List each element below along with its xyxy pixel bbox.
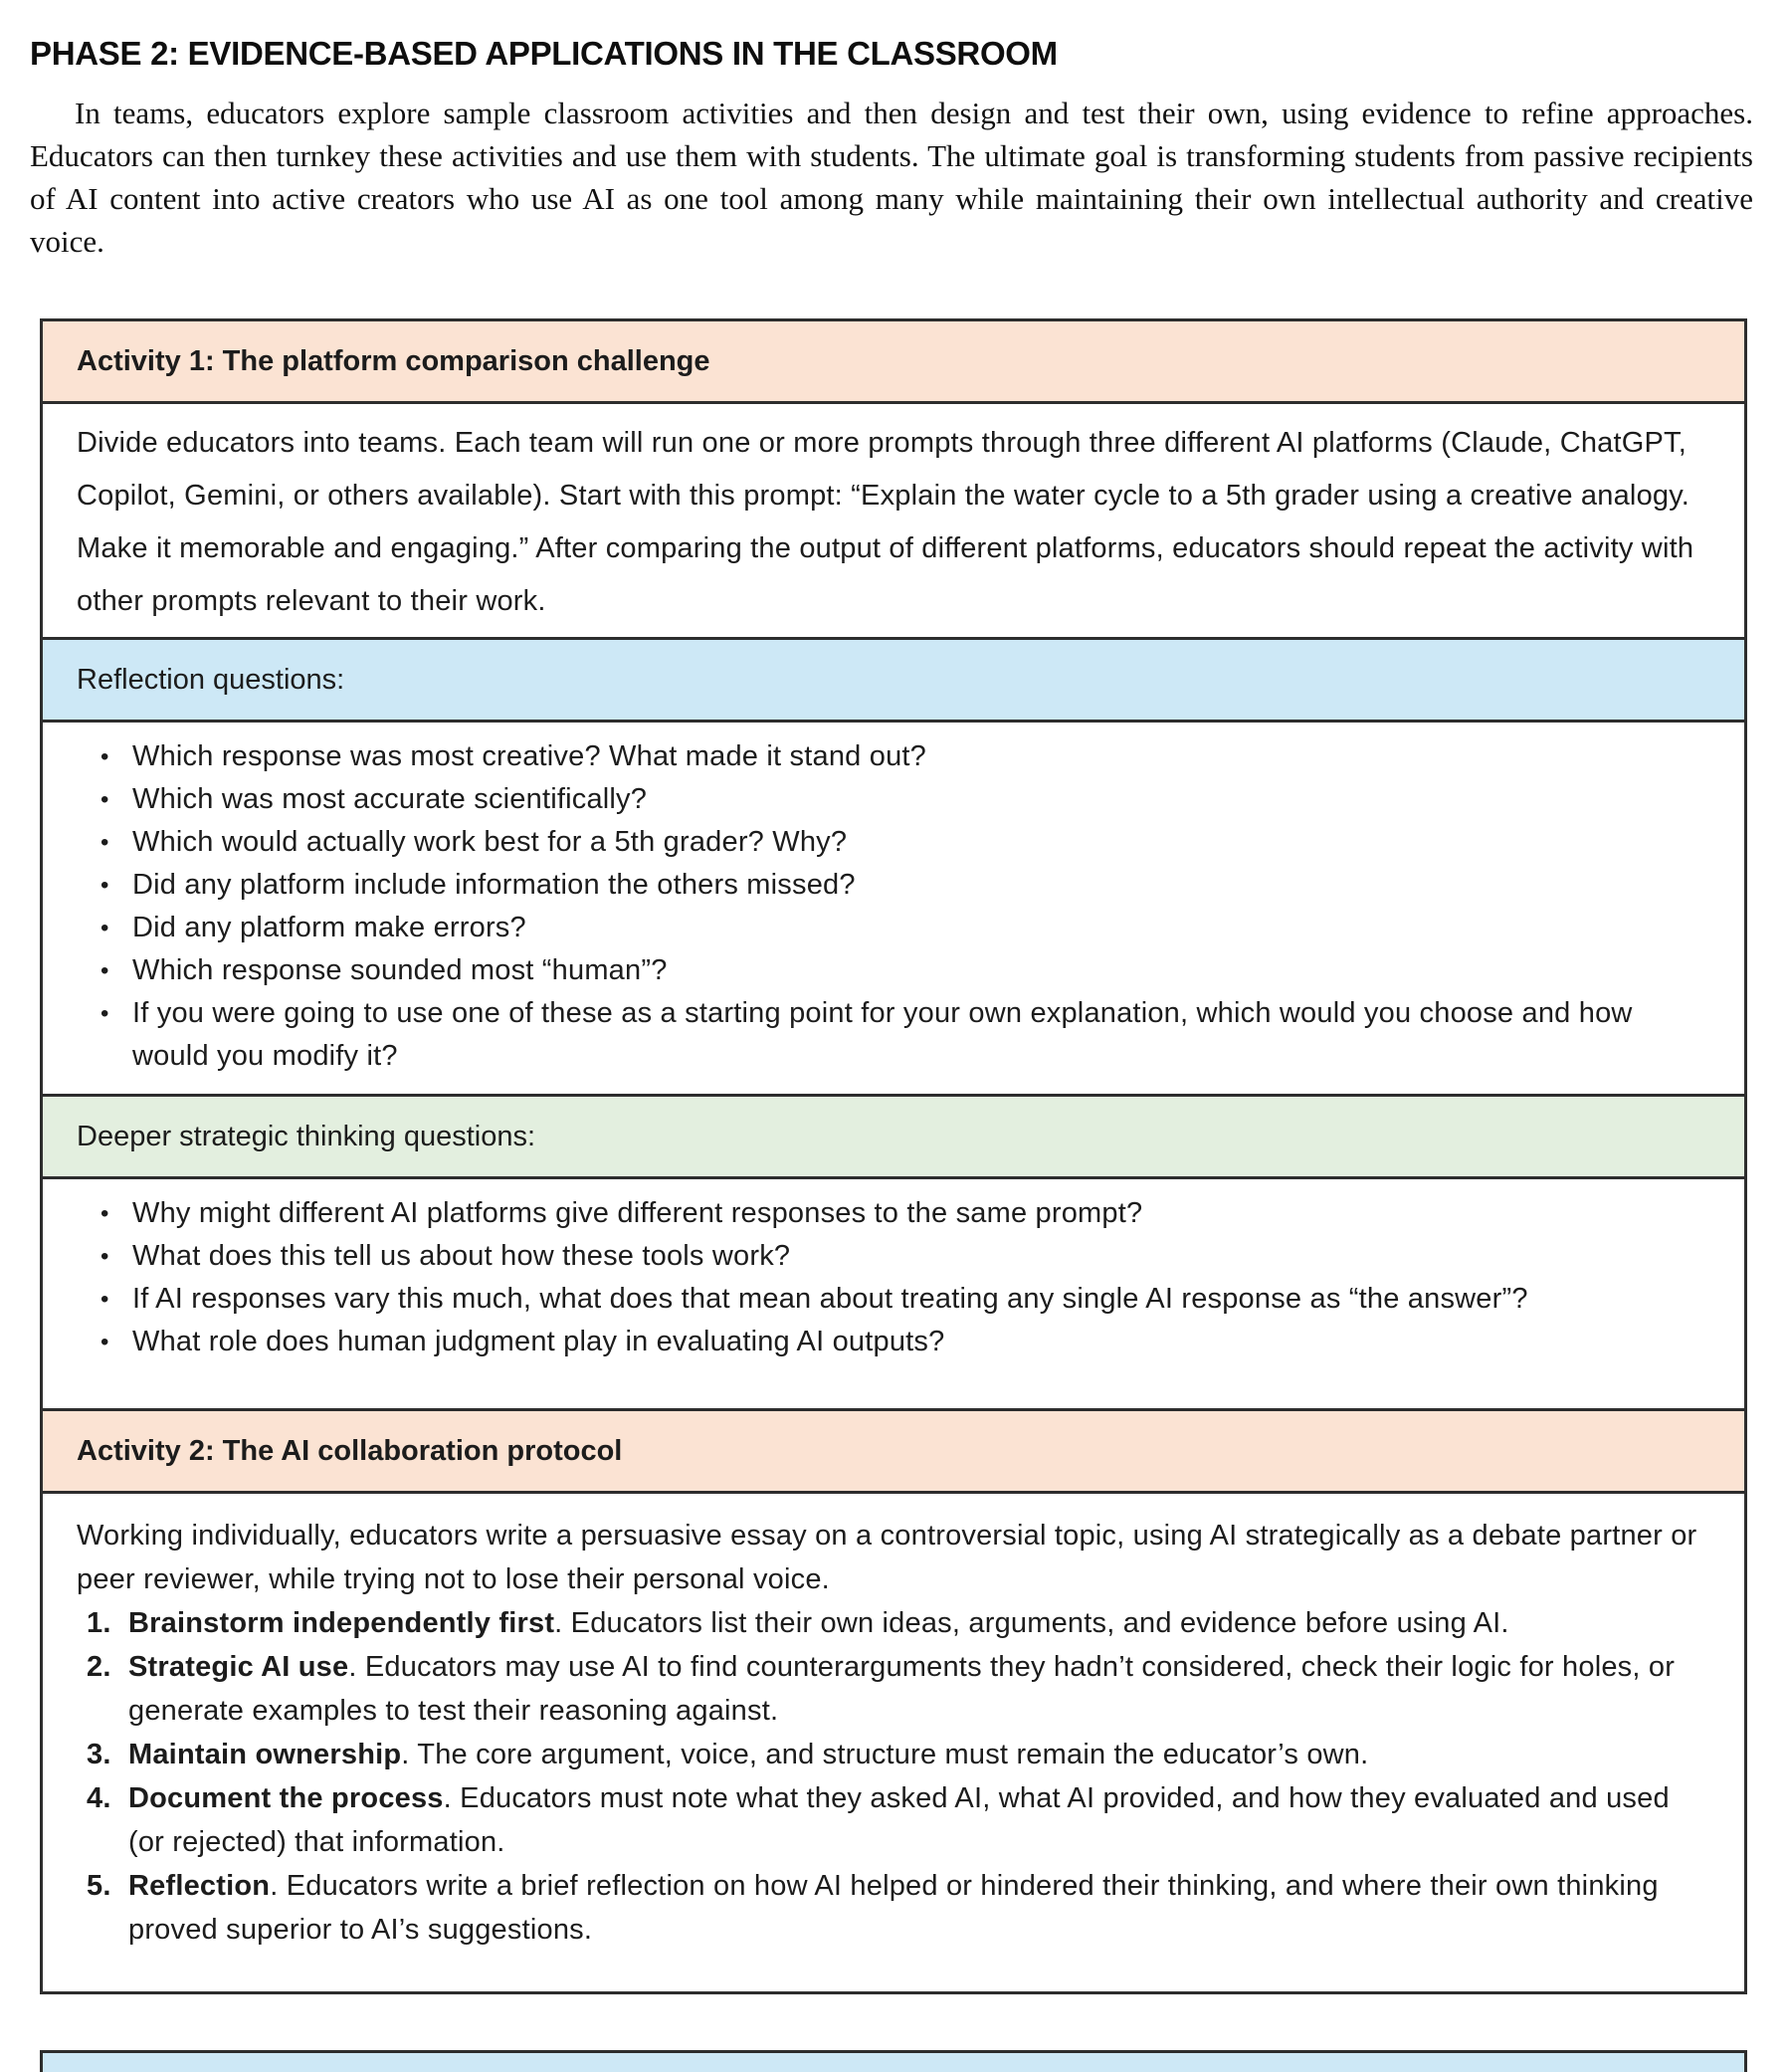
activity2-header-label: Activity 2: The AI collaboration protocol [77,1435,623,1467]
activity1-header [43,321,1744,404]
step-number: 3. [87,1739,111,1770]
deeper-bullet-list [43,1179,1744,1408]
step-number: 2. [87,1651,111,1683]
activity2-header [43,1411,1744,1494]
bullet-item: • Why might different AI platforms give different responses to the same prompt? [43,1192,1710,1235]
step-lead: Document the process [128,1782,444,1814]
protocol-step [77,1864,1710,1952]
bullet-item: • Which would actually work best for a 5th grader? Why? [43,821,1710,864]
protocol-step [77,1601,1710,1645]
bullet-item: • Which was most accurate scientifically? [43,778,1710,821]
bullet-item: • Which response sounded most “human”? [43,949,1710,992]
protocol-step [77,1733,1710,1776]
step-number: 5. [87,1870,111,1902]
reflection-questions-header [43,640,1744,723]
bullet-item: • If AI responses vary this much, what does that mean about treating any single AI response as “the answer”? [43,1278,1710,1321]
reflection-questions-label: Reflection questions: [77,664,345,696]
activity1-header-label: Activity 1: The platform comparison challenge [77,345,710,377]
deeper-questions-body [43,1179,1744,1411]
bullet-item: • If you were going to use one of these as a starting point for your own explanation, which would you choose and how would you modify it? [43,992,1710,1078]
step-text: . The core argument, voice, and structure must remain the educator’s own. [401,1739,1369,1770]
step-lead: Brainstorm independently first [128,1607,555,1639]
deeper-questions-header [43,1097,1744,1179]
step-lead: Strategic AI use [128,1651,349,1683]
activity2-body [43,1494,1744,1991]
bullet-item: • What role does human judgment play in evaluating AI outputs? [43,1321,1710,1363]
activity-table [40,318,1747,1994]
bullet-item: • What does this tell us about how these tools work? [43,1235,1710,1278]
deeper-questions-label: Deeper strategic thinking questions: [77,1121,536,1152]
activity1-body-text: Divide educators into teams. Each team will run one or more prompts through three different AI platforms (Claude, ChatGPT, Copilot, Gemini, or others available). Start with this prompt: “Explain the water cycle to a 5th grader using a creative analogy. Make it memorable and engaging.” After comparing the output of different platforms, educators should repeat the activity with other prompts relevant to their work. [77,427,1694,617]
step-number: 4. [87,1782,111,1814]
protocol-step-list [77,1601,1710,1952]
bullet-item: • Did any platform make errors? [43,907,1710,949]
step-lead: Maintain ownership [128,1739,402,1770]
document-page [0,34,1787,1994]
bullet-item: • Which response was most creative? What made it stand out? [43,735,1710,778]
reflection-bullet-list [43,723,1744,1094]
protocol-step [77,1776,1710,1864]
page-title: PHASE 2: EVIDENCE-BASED APPLICATIONS IN THE CLASSROOM [30,35,1058,72]
step-text: . Educators must note what they asked AI, what AI provided, and how they evaluated and used (or rejected) that information. [128,1782,1670,1858]
step-text: . Educators list their own ideas, arguments, and evidence before using AI. [554,1607,1509,1639]
step-text: . Educators write a brief reflection on how AI helped or hindered their thinking, and where their own thinking proved superior to AI’s suggestions. [128,1870,1659,1946]
activity2-intro-text: Working individually, educators write a persuasive essay on a controversial topic, using AI strategically as a debate partner or peer reviewer, while trying not to lose their personal voice. [77,1520,1697,1595]
next-section-cutoff-row [40,2050,1747,2072]
step-lead: Reflection [128,1870,271,1902]
bullet-item: • Did any platform include information the others missed? [43,864,1710,907]
activity1-body [43,404,1744,640]
protocol-step [77,1645,1710,1733]
reflection-questions-body [43,723,1744,1097]
step-number: 1. [87,1607,111,1639]
intro-paragraph: In teams, educators explore sample classroom activities and then design and test their own, using evidence to refine approaches. Educators can then turnkey these activities and use them with students. The ultimate goal is transforming students from passive recipients of AI content into active creators who use AI as one tool among many while maintaining their own intellectual authority and creative voice. [30,96,1753,259]
step-text: . Educators may use AI to find counterarguments they hadn’t considered, check their logic for holes, or generate examples to test their reasoning against. [128,1651,1676,1727]
